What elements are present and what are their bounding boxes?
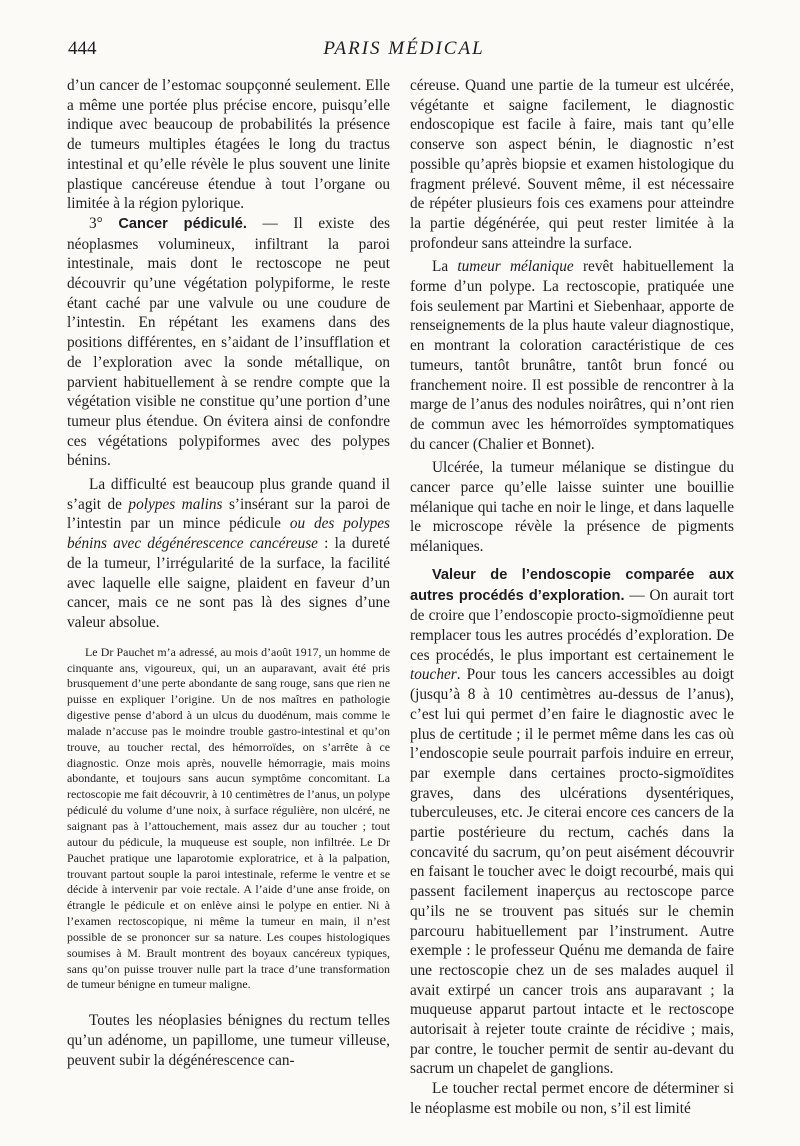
paragraph-benign-neoplasias: Toutes les néoplasies bénignes du rectum telles qu’un adénome, un papillome, une tumeur villeuse, peuvent subir la dégénérescence can- — [67, 1012, 390, 1069]
paragraph-ulcerated-melanic: Ulcérée, la tumeur mélanique se distingue du cancer parce qu’elle laisse suinter une bouillie mélanique qui tache en noir le linge, et dans laquelle le microscope révèle la présence de pigments mélaniques. — [410, 459, 734, 556]
text-run: La — [432, 258, 458, 276]
text-run: — On aurait tort de croire que l’endoscopie procto-sigmoïdienne peut remplacer tous les autres procédés d’exploration. De ces procédés, le plus important est certainement le — [410, 586, 734, 664]
paragraph-malignant-polyps — [67, 475, 390, 633]
paragraph-text: — Il existe des néoplasmes volumineux, infiltrant la paroi intestinale, mais dont le rectoscope ne peut découvrir qu’une végétation polypiforme, le reste étant caché par une valvule ou une coudure de l’intestin. En répétant les examens dans des positions différentes, en s’aidant de l’insufflation et de l’exploration avec la sonde métallique, on parvient habituellement à se rendre compte que la végétation visible ne constitue qu’une portion d’une tumeur plus étendue. On évitera ainsi de confondre ces végétations polypiformes avec des polypes bénins. — [67, 214, 390, 470]
paragraph-pedunculated-cancer — [67, 214, 390, 471]
emphasis-toucher: toucher — [410, 666, 457, 684]
text-run: La difficulté est beaucoup plus grande quand il s’agit de — [67, 476, 390, 513]
page-number: 444 — [68, 38, 97, 59]
left-column — [67, 76, 390, 1070]
case-report-paragraph: Le Dr Pauchet m’a adressé, au mois d’août 1917, un homme de cinquante ans, vigoureux, qui, un an auparavant, avait été pris brusquement d’une perte abondante de sang rouge, sans que rien ne puisse en expliquer l’origine. Un de nos maîtres en pathologie digestive pense d’abord à un ulcus du duodénum, mais comme le malade n’accuse pas le moindre trouble gastro-intestinal et qu’on trouve, au toucher rectal, des hémorroïdes, on s’arrête à ce diagnostic. Onze mois après, nouvelle hémorragie, mais moins abondante, et toujours sans aucun symptôme concomitant. La rectoscopie me fait découvrir, à 10 centimètres de l’anus, un polype pédiculé du volume d’une noix, à surface régulière, non ulcéré, ne saignant pas à l’attouchement, mais assez dur au toucher ; tout autour du pédicule, la muqueuse est souple, non infiltrée. Le Dr Pauchet pratique une laparotomie exploratrice, et à la palpation, trouvant partout souple la paroi intestinale, referme le ventre et se décide à intervenir par voie rectale. A l’aide d’une anse froide, on étrangle le pédicule et on enlève ainsi le polype en entier. Ni à l’examen rectoscopique, ni même la tumeur en main, il n’est possible de se prononcer sur sa nature. Les coupes histologiques soumises à M. Brault montrent des boyaux cancéreux typiques, sans qu’on puisse trouver nulle part la trace d’une transformation de tumeur bénigne en tumeur maligne. — [67, 644, 390, 992]
right-column — [410, 76, 734, 1119]
section-heading-valeur-endoscopie: Valeur de l’endoscopie comparée aux autres procédés d’exploration. — [410, 566, 734, 604]
text-run: . Pour tous les cancers accessibles au doigt (jusqu’à 8 à 10 centimètres au-dessus de l’anus), c’est lui qui permet d’en faire le diagnostic avec le plus de certitude ; il le permet même dans les cas où l’endoscopie seule pourrait parfois induire en erreur, par exemple dans certaines procto-sigmoïdites graves, dans des ulcérations dysentériques, tuberculeuses, etc. Je citerai encore ces cancers de la partie postérieure du rectum, cachés dans la concavité du sacrum, qu’on peut aisément découvrir en faisant le toucher avec le doigt recourbé, mais qui passent facilement inaperçus au rectoscope parce qu’ils ne se trouvent pas situés sur le chemin parcouru habituellement par l’instrument. Autre exemple : le professeur Quénu me demanda de faire une rectoscopie chez un de ses malades auquel il avait extirpé un cancer trois ans auparavant ; la muqueuse apparut partout intacte et le rectoscope autorisait à rejeter toute crainte de récidive ; mais, par contre, le toucher permit de sentir au-devant du sacrum un chapelet de ganglions. — [410, 666, 734, 1078]
running-title: PARIS MÉDICAL — [323, 38, 485, 59]
page-header — [68, 38, 740, 68]
emphasis-tumeur-melanique: tumeur mélanique — [457, 258, 574, 276]
paragraph-melanic-tumor — [410, 257, 734, 454]
emphasis-polypes-benins: ou des polypes bénins avec dégénérescence cancéreuse — [67, 515, 390, 553]
paragraph-gastric-cancer: d’un cancer de l’estomac soupçonné seulement. Elle a même une portée plus précise encore, puisqu’elle indique avec beaucoup de probabilités la présence de tumeurs multiples étagées le long du tractus intestinal et qu’elle révèle le plus souvent une linite plastique cancéreuse étendue à tout l’organe ou limitée à la région pylorique. — [67, 77, 390, 213]
paragraph-endoscopy-value — [410, 565, 734, 1079]
text-run: revêt habituellement la forme d’un polype. La rectoscopie, pratiquée une fois seulement par Martini et Siebenhaar, apporte de renseignements de la plus haute valeur diagnostique, en montrant la coloration caractéristique de ces tumeurs, tantôt brunâtre, tantôt brun foncé ou franchement noire. Il est possible de rencontrer à la marge de l’anus des nodules noirâtres, qui n’ont rien de commun avec les hémorroïdes symptomatiques du cancer (Chalier et Bonnet). — [410, 258, 734, 453]
section-number: 3° — [89, 214, 103, 232]
text-run: : la dureté de la tumeur, l’irrégularité de la surface, la facilité avec laquelle elle saigne, plaident en faveur d’un cancer, mais ce ne sont pas là des signes d’une valeur absolue. — [67, 535, 391, 631]
section-heading-cancer-pedicule: Cancer pédiculé. — [118, 215, 247, 232]
text-run: s’insérant sur la paroi de l’intestin par un mince pédicule — [67, 495, 390, 533]
paragraph-degeneration: céreuse. Quand une partie de la tumeur est ulcérée, végétante et saigne facilement, le diagnostic endoscopique est facile à faire, mais tant qu’elle conserve son aspect bénin, le diagnostic n’est possible qu’après biopsie et examen histologique du fragment prélevé. Souvent même, il est nécessaire de répéter plusieurs fois ces examens pour atteindre la partie dégénérée, qui peut rester limitée à la profondeur sans atteindre la surface. — [410, 77, 734, 252]
paragraph-rectal-touch: Le toucher rectal permet encore de déterminer si le néoplasme est mobile ou non, s’il est limité — [410, 1080, 734, 1117]
emphasis-polypes-malins: polypes malins — [128, 495, 223, 513]
